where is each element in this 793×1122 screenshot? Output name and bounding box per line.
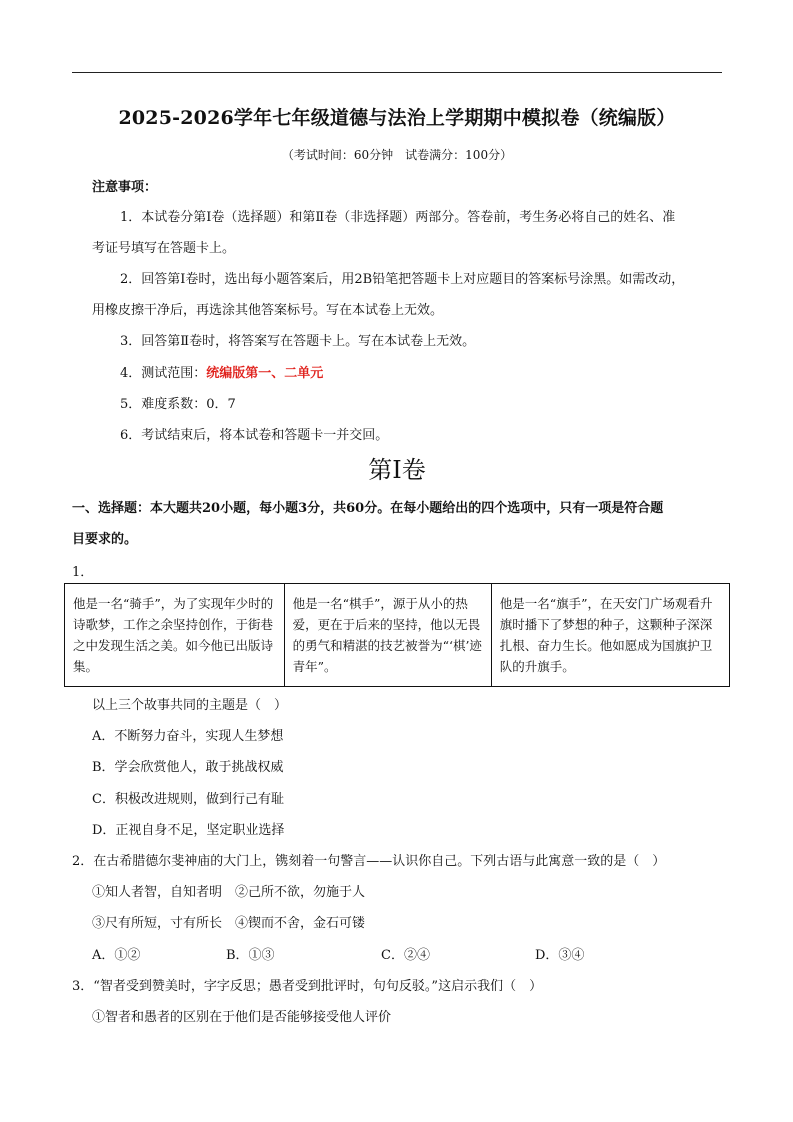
exam-title: 2025-2026学年七年级道德与法治上学期期中模拟卷（统编版） <box>118 107 676 129</box>
note-3: 3．回答第Ⅱ卷时，将答案写在答题卡上。写在本试卷上无效。 <box>120 334 476 349</box>
q1-option-c: C．积极改进规则，做到行己有耻 <box>92 792 284 807</box>
note-4 <box>120 362 323 381</box>
note-1-line-1: 1．本试卷分第Ⅰ卷（选择题）和第Ⅱ卷（非选择题）两部分。答卷前，考生务必将自己的姓名、准 <box>120 210 676 225</box>
note-6: 6．考试结束后，将本试卷和答题卡一并交回。 <box>120 428 389 443</box>
story-chess-player: 他是一名“棋手”，源于从小的热爱，更在于后来的坚持，他以无畏的勇气和精湛的技艺被誉为“‘棋’迹青年”。 <box>284 584 491 687</box>
q1-option-d: D．正视自身不足，坚定职业选择 <box>92 823 285 838</box>
q1-stem: 以上三个故事共同的主题是（ ） <box>92 698 288 713</box>
note-1-line-2: 考证号填写在答题卡上。 <box>92 241 236 256</box>
notes-heading: 注意事项： <box>92 180 158 195</box>
q1-number: 1． <box>72 565 94 580</box>
q2-items-line-2: ③尺有所短，寸有所长 ④锲而不舍，金石可镂 <box>92 916 366 931</box>
q1-story-table <box>64 583 730 687</box>
story-flag-bearer: 他是一名“旗手”，在天安门广场观看升旗时播下了梦想的种子，这颗种子深深扎根、奋力生长。他如愿成为国旗护卫队的升旗手。 <box>491 584 729 687</box>
q2-items-line-1: ①知人者智，自知者明 ②己所不欲，勿施于人 <box>92 885 366 900</box>
q1-option-a: A．不断努力奋斗，实现人生梦想 <box>92 729 284 744</box>
table-row <box>65 584 730 687</box>
exam-subtitle: （考试时间：60分钟 试卷满分：100分） <box>281 148 513 162</box>
q2-option-a: A．①② <box>92 948 141 963</box>
q2-option-c: C．②④ <box>381 948 430 963</box>
note-5: 5．难度系数：0．7 <box>120 397 236 412</box>
q3-stem: 3．“智者受到赞美时，字字反思；愚者受到批评时，句句反驳。”这启示我们（ ） <box>72 979 543 994</box>
q2-option-d: D．③④ <box>535 948 585 963</box>
q2-option-b: B．①③ <box>226 948 275 963</box>
section-instructions-line-2: 目要求的。 <box>72 532 138 547</box>
q3-item-1: ①智者和愚者的区别在于他们是否能够接受他人评价 <box>92 1010 392 1025</box>
section-instructions-line-1: 一、选择题：本大题共20小题，每小题3分，共60分。在每小题给出的四个选项中，只有一项是符合题 <box>72 501 664 516</box>
q2-stem: 2．在古希腊德尔斐神庙的大门上，镌刻着一句警言——认识你自己。下列古语与此寓意一致的是（ ） <box>72 854 666 869</box>
note-2-line-2: 用橡皮擦干净后，再选涂其他答案标号。写在本试卷上无效。 <box>92 303 444 318</box>
q1-option-b: B．学会欣赏他人，敢于挑战权威 <box>92 760 284 775</box>
section-title: 第Ⅰ卷 <box>368 456 426 484</box>
header-rule <box>72 72 722 73</box>
story-rider: 他是一名“骑手”，为了实现年少时的诗歌梦，工作之余坚持创作，于街巷之中发现生活之美。如今他已出版诗集。 <box>65 584 285 687</box>
test-range: 统编版第一、二单元 <box>206 366 324 381</box>
note-4-prefix: 4．测试范围： <box>120 366 207 381</box>
note-2-line-1: 2．回答第Ⅰ卷时，选出每小题答案后，用2B铅笔把答题卡上对应题目的答案标号涂黑。如需改动， <box>120 272 685 287</box>
